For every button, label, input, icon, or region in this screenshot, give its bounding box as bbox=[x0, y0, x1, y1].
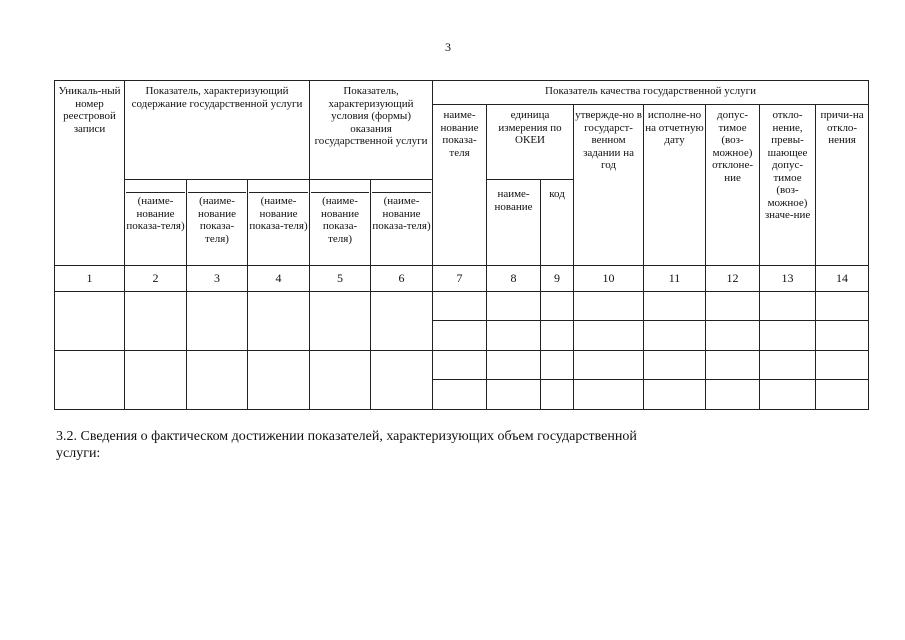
subheader-unit-name: наиме-нование bbox=[487, 180, 541, 266]
column-number: 13 bbox=[760, 266, 816, 292]
table-cell[interactable] bbox=[248, 351, 310, 410]
table-cell[interactable] bbox=[816, 321, 869, 351]
table-cell[interactable] bbox=[310, 292, 371, 351]
table-cell[interactable] bbox=[760, 351, 816, 380]
header-executed: исполне-но на отчетную дату bbox=[644, 105, 706, 266]
header-unique-number: Уникаль-ный номер реестровой записи bbox=[55, 81, 125, 266]
table-cell[interactable] bbox=[706, 292, 760, 321]
quality-indicators-table bbox=[54, 80, 869, 410]
header-indicator-name: наиме-нование показа-теля bbox=[433, 105, 487, 266]
table-cell[interactable] bbox=[310, 351, 371, 410]
table-cell[interactable] bbox=[644, 292, 706, 321]
table-cell[interactable] bbox=[706, 351, 760, 380]
table-cell[interactable] bbox=[55, 292, 125, 351]
page-number: 3 bbox=[445, 40, 451, 54]
table-cell[interactable] bbox=[125, 351, 187, 410]
table-cell[interactable] bbox=[187, 292, 248, 351]
table-cell[interactable] bbox=[433, 321, 487, 351]
table-cell[interactable] bbox=[574, 351, 644, 380]
table-cell[interactable] bbox=[433, 380, 487, 410]
table-cell[interactable] bbox=[55, 351, 125, 410]
header-content-indicator: Показатель, характеризующий содержание государственной услуги bbox=[125, 81, 310, 180]
table-cell[interactable] bbox=[487, 380, 541, 410]
table-cell[interactable] bbox=[371, 351, 433, 410]
column-number: 3 bbox=[187, 266, 248, 292]
table-cell[interactable] bbox=[760, 380, 816, 410]
table-cell[interactable] bbox=[371, 292, 433, 351]
table-cell[interactable] bbox=[541, 292, 574, 321]
table-cell[interactable] bbox=[248, 292, 310, 351]
table-cell[interactable] bbox=[487, 321, 541, 351]
table-cell[interactable] bbox=[541, 380, 574, 410]
table-cell[interactable] bbox=[760, 292, 816, 321]
table-cell[interactable] bbox=[125, 292, 187, 351]
subheader-name-2: (наиме-нование показа-теля) bbox=[187, 180, 248, 266]
header-deviation-reason: причи-на откло-нения bbox=[816, 105, 869, 266]
table-cell[interactable] bbox=[487, 351, 541, 380]
table-cell[interactable] bbox=[816, 292, 869, 321]
column-number: 1 bbox=[55, 266, 125, 292]
table-cell[interactable] bbox=[706, 321, 760, 351]
subheader-unit-code: код bbox=[541, 180, 574, 266]
table-cell[interactable] bbox=[760, 321, 816, 351]
subheader-name-1: (наиме-нование показа-теля) bbox=[125, 180, 187, 266]
column-number: 12 bbox=[706, 266, 760, 292]
header-excess-deviation: откло-нение, превы-шающее допус-тимое (воз-можное) значе-ние bbox=[760, 105, 816, 266]
table-cell[interactable] bbox=[644, 380, 706, 410]
table-cell[interactable] bbox=[541, 321, 574, 351]
table-cell[interactable] bbox=[187, 351, 248, 410]
column-number: 2 bbox=[125, 266, 187, 292]
column-number: 9 bbox=[541, 266, 574, 292]
header-allowed-deviation: допус-тимое (воз-можное) отклоне-ние bbox=[706, 105, 760, 266]
table-cell[interactable] bbox=[433, 351, 487, 380]
column-number: 10 bbox=[574, 266, 644, 292]
header-unit-okei: единица измерения по ОКЕИ bbox=[487, 105, 574, 180]
table-cell[interactable] bbox=[574, 321, 644, 351]
column-number: 11 bbox=[644, 266, 706, 292]
header-quality-indicator: Показатель качества государственной услуги bbox=[433, 81, 869, 105]
header-approved: утвержде-но в государст-венном задании на год bbox=[574, 105, 644, 266]
column-number: 7 bbox=[433, 266, 487, 292]
section-heading: 3.2. Сведения о фактическом достижении показателей, характеризующих объем государственной услуги: bbox=[56, 429, 637, 461]
table-cell[interactable] bbox=[644, 321, 706, 351]
header-conditions-indicator: Показатель, характеризующий условия (формы) оказания государственной услуги bbox=[310, 81, 433, 180]
table-cell[interactable] bbox=[541, 351, 574, 380]
table-cell[interactable] bbox=[706, 380, 760, 410]
subheader-name-4: (наиме-нование показа-теля) bbox=[310, 180, 371, 266]
column-number: 14 bbox=[816, 266, 869, 292]
column-number: 8 bbox=[487, 266, 541, 292]
subheader-name-5: (наиме-нование показа-теля) bbox=[371, 180, 433, 266]
table-cell[interactable] bbox=[574, 292, 644, 321]
subheader-name-3: (наиме-нование показа-теля) bbox=[248, 180, 310, 266]
table-cell[interactable] bbox=[574, 380, 644, 410]
table-cell[interactable] bbox=[816, 380, 869, 410]
table-cell[interactable] bbox=[487, 292, 541, 321]
table-cell[interactable] bbox=[644, 351, 706, 380]
column-number: 6 bbox=[371, 266, 433, 292]
table-cell[interactable] bbox=[816, 351, 869, 380]
column-number: 4 bbox=[248, 266, 310, 292]
column-number: 5 bbox=[310, 266, 371, 292]
table-cell[interactable] bbox=[433, 292, 487, 321]
